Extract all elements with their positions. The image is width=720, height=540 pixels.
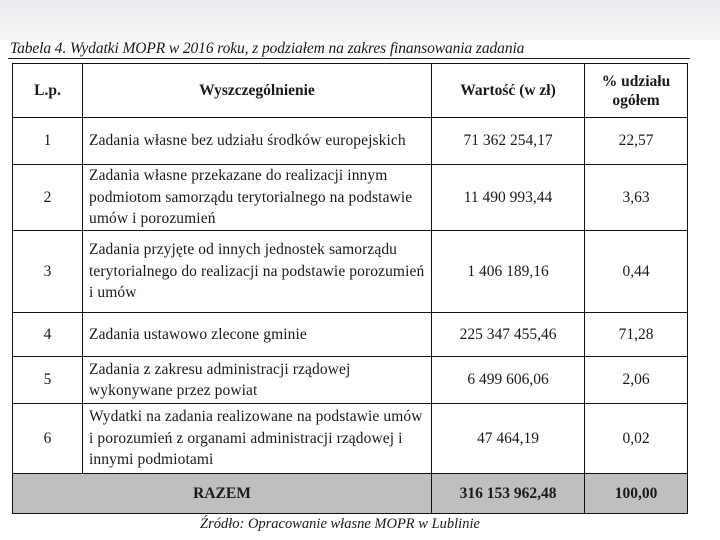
row-share: 71,28 [585, 313, 688, 357]
row-share: 22,57 [585, 118, 688, 165]
table-row [13, 357, 688, 404]
row-number: 6 [13, 404, 83, 474]
table-caption: Tabela 4. Wydatki MOPR w 2016 roku, z podziałem na zakres finansowania zadania [10, 40, 525, 57]
row-value: 6 499 606,06 [432, 357, 585, 404]
row-share: 0,02 [585, 404, 688, 474]
header-share [585, 64, 688, 118]
header-lp: L.p. [13, 64, 83, 118]
table-row [13, 231, 688, 313]
row-value: 1 406 189,16 [432, 231, 585, 313]
row-value: 47 464,19 [432, 404, 585, 474]
header-share-line2: ogółem [612, 91, 660, 109]
row-description: Zadania własne bez udziału środków europejskich [83, 118, 432, 165]
row-description: Zadania własne przekazane do realizacji innym podmiotom samorządu terytorialnego na podstawie umów i porozumień [83, 165, 432, 231]
total-value: 316 153 962,48 [432, 474, 585, 514]
row-share: 2,06 [585, 357, 688, 404]
row-number: 3 [13, 231, 83, 313]
row-description: Zadania z zakresu administracji rządowej wykonywane przez powiat [83, 357, 432, 404]
table-row [13, 118, 688, 165]
row-description: Zadania ustawowo zlecone gminie [83, 313, 432, 357]
table-row [13, 313, 688, 357]
row-share: 0,44 [585, 231, 688, 313]
caption-divider [8, 58, 690, 59]
expenditure-table [12, 63, 688, 514]
row-description: Wydatki na zadania realizowane na podstawie umów i porozumień z organami administracji rządowej i innymi podmiotami [83, 404, 432, 474]
slide-top-band [0, 0, 720, 40]
row-number: 4 [13, 313, 83, 357]
row-value: 225 347 455,46 [432, 313, 585, 357]
row-number: 1 [13, 118, 83, 165]
table-header-row [13, 64, 688, 118]
row-number: 2 [13, 165, 83, 231]
header-value: Wartość (w zł) [432, 64, 585, 118]
row-value: 71 362 254,17 [432, 118, 585, 165]
row-share: 3,63 [585, 165, 688, 231]
total-share: 100,00 [585, 474, 688, 514]
row-number: 5 [13, 357, 83, 404]
header-description: Wyszczególnienie [83, 64, 432, 118]
source-note: Źródło: Opracowanie własne MOPR w Lublinie [200, 516, 480, 532]
row-description: Zadania przyjęte od innych jednostek samorządu terytorialnego do realizacji na podstawie porozumień i umów [83, 231, 432, 313]
table-row [13, 165, 688, 231]
row-value: 11 490 993,44 [432, 165, 585, 231]
total-label: RAZEM [13, 474, 432, 514]
table-row [13, 404, 688, 474]
total-row [13, 474, 688, 514]
header-share-line1: % udziału [601, 72, 671, 90]
